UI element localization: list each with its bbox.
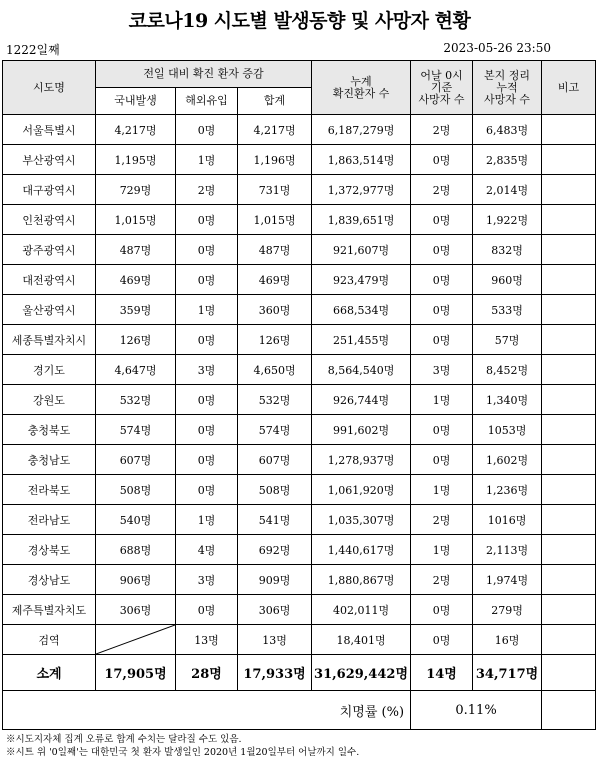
header-domestic: 국내발생 [96,88,176,115]
cell-dead: 1명 [411,475,473,505]
total-cumulative: 31,629,442명 [312,655,411,691]
cell-cumulative: 668,534명 [312,295,411,325]
cell-remark [542,325,596,355]
diagonal-line [96,625,175,654]
cell-overseas: 0명 [176,595,238,625]
cell-remark [542,115,596,145]
cell-remark [542,445,596,475]
cell-cum-dead: 1053명 [473,415,542,445]
cell-remark [542,385,596,415]
cell-overseas: 3명 [176,565,238,595]
fatality-row [3,691,596,730]
cell-dead: 0명 [411,145,473,175]
table-row [3,325,596,355]
cell-overseas: 0명 [176,115,238,145]
cell-sum: 1,015명 [238,205,312,235]
cell-cumulative: 251,455명 [312,325,411,355]
cell-domestic: 729명 [96,175,176,205]
footnote-2: ※시트 위 '0일째'는 대한민국 첫 환자 발생일인 2020년 1월20일부터 어날까지 일수. [6,747,360,758]
cell-sum: 4,650명 [238,355,312,385]
table-row [3,175,596,205]
cell-remark [542,295,596,325]
header-overseas: 해외유입 [176,88,238,115]
cell-domestic: 607명 [96,445,176,475]
cell-sum: 4,217명 [238,115,312,145]
table-row [3,415,596,445]
table-row [3,355,596,385]
region-name: 부산광역시 [3,145,96,175]
cell-remark [542,595,596,625]
cell-cum-dead: 57명 [473,325,542,355]
cell-sum: 126명 [238,325,312,355]
cell-cum-dead: 1,340명 [473,385,542,415]
header-region: 시도명 [3,61,96,115]
region-name: 광주광역시 [3,235,96,265]
total-label: 소계 [3,655,96,691]
cell-overseas: 4명 [176,535,238,565]
cell-overseas: 0명 [176,415,238,445]
cell-dead: 0명 [411,235,473,265]
region-name: 제주특별자치도 [3,595,96,625]
cell-sum: 1,196명 [238,145,312,175]
cell-cumulative: 6,187,279명 [312,115,411,145]
cell-cumulative: 923,479명 [312,265,411,295]
cell-sum: 532명 [238,385,312,415]
cell-cumulative: 921,607명 [312,235,411,265]
region-name: 울산광역시 [3,295,96,325]
region-name: 전라북도 [3,475,96,505]
footnotes [6,733,359,759]
cell-domestic: 4,647명 [96,355,176,385]
cell-sum: 508명 [238,475,312,505]
cell-domestic: 359명 [96,295,176,325]
covid-region-table [2,60,596,730]
region-name: 인천광역시 [3,205,96,235]
cell-remark [542,175,596,205]
region-name: 경상북도 [3,535,96,565]
cell-cum-dead: 2,113명 [473,535,542,565]
cell-sum: 574명 [238,415,312,445]
cell-domestic: 1,195명 [96,145,176,175]
cell-cumulative: 1,863,514명 [312,145,411,175]
cell-dead: 0명 [411,445,473,475]
cell-remark [542,355,596,385]
day-count-label: 1222일째 [6,43,60,57]
cell-cum-dead: 2,014명 [473,175,542,205]
region-name: 강원도 [3,385,96,415]
cell-sum: 607명 [238,445,312,475]
region-name: 충청남도 [3,445,96,475]
header-cumulative [312,61,411,115]
cell-cum-dead: 1,602명 [473,445,542,475]
cell-cum-dead: 960명 [473,265,542,295]
table-row [3,445,596,475]
table-row [3,385,596,415]
cell-overseas: 13명 [176,625,238,655]
cell-dead: 0명 [411,325,473,355]
total-domestic: 17,905명 [96,655,176,691]
cell-cumulative: 1,278,937명 [312,445,411,475]
region-name: 검역 [3,625,96,655]
cell-overseas: 1명 [176,295,238,325]
table-row [3,565,596,595]
cell-cum-dead: 1016명 [473,505,542,535]
cell-cumulative: 1,440,617명 [312,535,411,565]
cell-overseas: 0명 [176,475,238,505]
cell-sum: 692명 [238,535,312,565]
cell-overseas: 1명 [176,145,238,175]
cell-sum: 487명 [238,235,312,265]
cell-dead: 2명 [411,175,473,205]
cell-cumulative: 1,061,920명 [312,475,411,505]
header-cum-dead-line3: 사망자 수 [484,92,531,106]
cell-cum-dead: 533명 [473,295,542,325]
total-cum-dead: 34,717명 [473,655,542,691]
cell-cumulative: 402,011명 [312,595,411,625]
cell-cum-dead: 1,236명 [473,475,542,505]
region-name: 충청북도 [3,415,96,445]
cell-cumulative: 1,839,651명 [312,205,411,235]
cell-domestic: 487명 [96,235,176,265]
table-row [3,625,596,655]
cell-domestic: 688명 [96,535,176,565]
cell-overseas: 0명 [176,265,238,295]
table-row [3,535,596,565]
header-sum: 합계 [238,88,312,115]
cell-dead: 0명 [411,625,473,655]
region-name: 대구광역시 [3,175,96,205]
cell-domestic: 306명 [96,595,176,625]
cell-cum-dead: 1,922명 [473,205,542,235]
header-dead-line3: 사망자 수 [418,92,465,106]
cell-dead: 0명 [411,415,473,445]
cell-cumulative: 1,035,307명 [312,505,411,535]
cell-remark [542,535,596,565]
cell-cum-dead: 1,974명 [473,565,542,595]
cell-dead: 1명 [411,535,473,565]
cell-overseas: 3명 [176,355,238,385]
table-row [3,235,596,265]
cell-remark [542,625,596,655]
table-row [3,505,596,535]
cell-sum: 13명 [238,625,312,655]
cell-dead: 2명 [411,115,473,145]
total-row [3,655,596,691]
cell-cum-dead: 2,835명 [473,145,542,175]
cell-cumulative: 926,744명 [312,385,411,415]
header-dead-line2: 기준 [430,80,453,94]
cell-remark [542,415,596,445]
table-row [3,115,596,145]
cell-domestic: 126명 [96,325,176,355]
cell-cum-dead: 8,452명 [473,355,542,385]
table-row [3,145,596,175]
cell-remark [542,235,596,265]
header-cum-dead [473,61,542,115]
total-overseas: 28명 [176,655,238,691]
cell-dead: 0명 [411,295,473,325]
header-remark: 비고 [542,61,596,115]
cell-overseas: 1명 [176,505,238,535]
cell-cumulative: 1,372,977명 [312,175,411,205]
cell-dead: 0명 [411,595,473,625]
table-row [3,595,596,625]
header-cum-dead-line1: 본지 정리 [484,68,531,82]
cell-remark [542,475,596,505]
cell-overseas: 0명 [176,235,238,265]
region-name: 전라남도 [3,505,96,535]
cell-dead: 0명 [411,265,473,295]
cell-cum-dead: 6,483명 [473,115,542,145]
cell-domestic: 508명 [96,475,176,505]
cell-sum: 306명 [238,595,312,625]
region-name: 세종특별자치시 [3,325,96,355]
report-datetime: 2023-05-26 23:50 [443,41,551,55]
cell-cumulative: 8,564,540명 [312,355,411,385]
cell-remark [542,505,596,535]
cell-cum-dead: 279명 [473,595,542,625]
header-cum-dead-line2: 누적 [496,80,518,94]
region-name: 경상남도 [3,565,96,595]
cell-domestic: 1,015명 [96,205,176,235]
page-title: 코로나19 시도별 발생동향 및 사망자 현황 [128,10,471,32]
header-cumulative-line2: 확진환자 수 [332,86,390,100]
cell-domestic: 574명 [96,415,176,445]
cell-remark [542,565,596,595]
header-prev-day-group: 전일 대비 확진 환자 증감 [96,61,312,88]
cell-dead: 1명 [411,385,473,415]
fatality-label: 치명률 (%) [3,691,411,730]
fatality-remark [542,691,596,730]
cell-domestic: 532명 [96,385,176,415]
cell-cumulative: 991,602명 [312,415,411,445]
cell-overseas: 0명 [176,445,238,475]
cell-remark [542,145,596,175]
cell-overseas: 2명 [176,175,238,205]
cell-cumulative: 18,401명 [312,625,411,655]
cell-sum: 360명 [238,295,312,325]
cell-sum: 731명 [238,175,312,205]
cell-overseas: 0명 [176,325,238,355]
empty-diagonal-cell [96,625,176,655]
cell-domestic: 4,217명 [96,115,176,145]
cell-dead: 0명 [411,205,473,235]
total-remark [542,655,596,691]
cell-sum: 469명 [238,265,312,295]
header-dead [411,61,473,115]
cell-domestic: 906명 [96,565,176,595]
header-dead-line1: 어날 0시 [420,68,463,82]
total-sum: 17,933명 [238,655,312,691]
cell-dead: 2명 [411,565,473,595]
fatality-value: 0.11% [411,691,542,730]
table-row [3,205,596,235]
footnote-1: ※시도지자체 집계 오류로 합계 수치는 달라질 수도 있음. [6,734,242,745]
table-row [3,265,596,295]
region-name: 서울특별시 [3,115,96,145]
cell-remark [542,205,596,235]
cell-domestic: 540명 [96,505,176,535]
cell-domestic: 469명 [96,265,176,295]
table-row [3,295,596,325]
total-dead: 14명 [411,655,473,691]
region-name: 대전광역시 [3,265,96,295]
table-row [3,475,596,505]
cell-cumulative: 1,880,867명 [312,565,411,595]
cell-cum-dead: 16명 [473,625,542,655]
cell-sum: 541명 [238,505,312,535]
header-cumulative-line1: 누계 [350,74,372,88]
cell-dead: 3명 [411,355,473,385]
cell-sum: 909명 [238,565,312,595]
cell-remark [542,265,596,295]
cell-overseas: 0명 [176,205,238,235]
cell-cum-dead: 832명 [473,235,542,265]
region-name: 경기도 [3,355,96,385]
cell-dead: 2명 [411,505,473,535]
cell-overseas: 0명 [176,385,238,415]
